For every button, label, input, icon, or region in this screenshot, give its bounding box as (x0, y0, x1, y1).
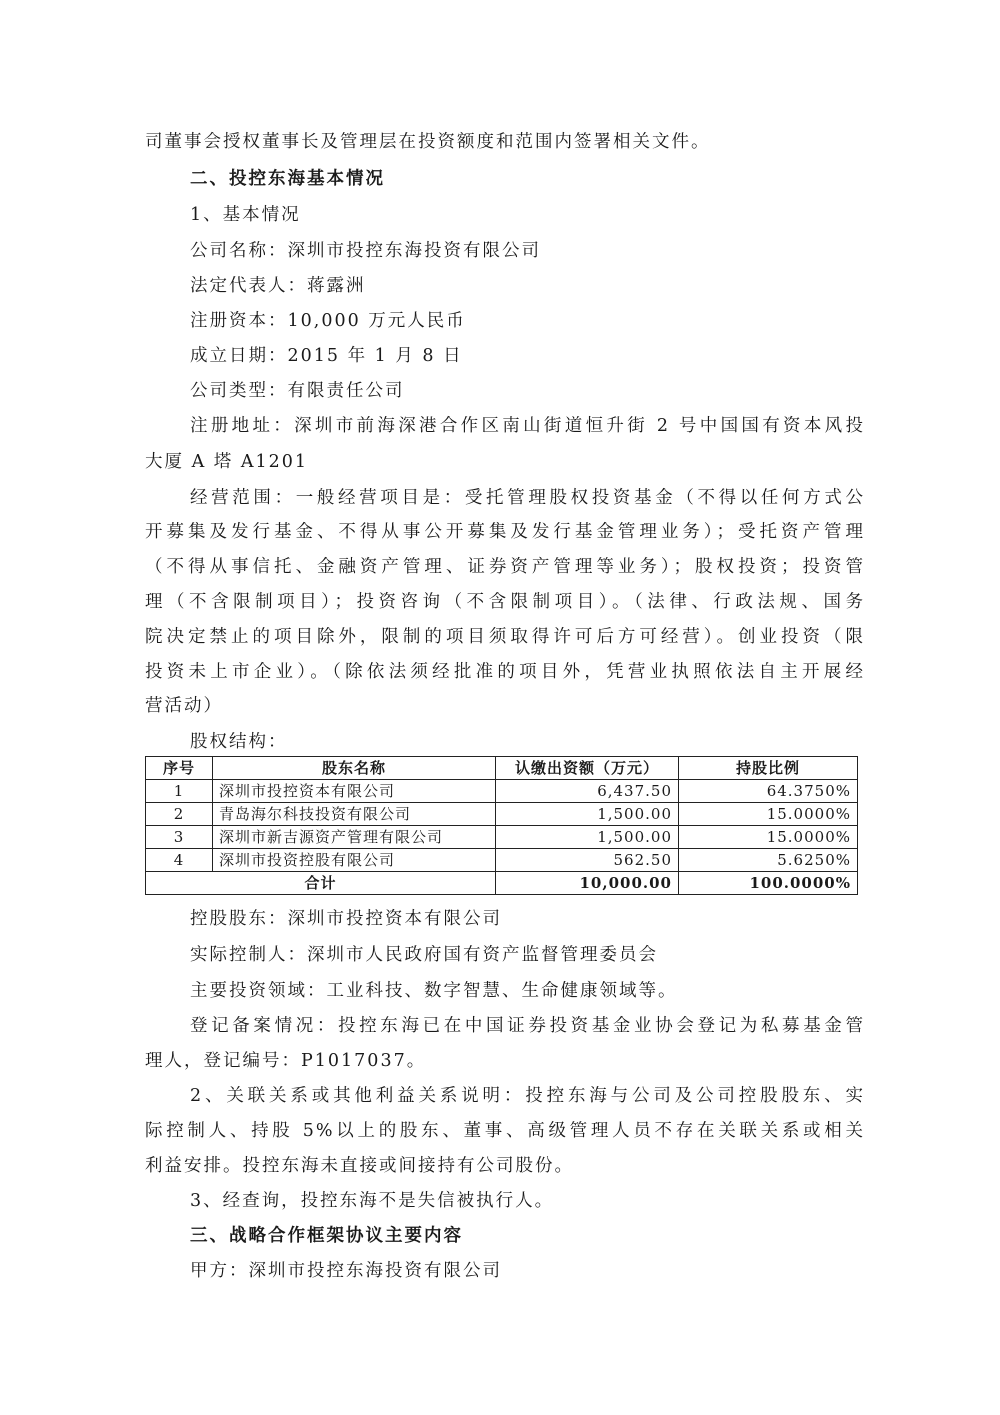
table-row (146, 849, 858, 872)
registration-record-line1: 登记备案情况：投控东海已在中国证券投资基金业协会登记为私募基金管 (190, 1016, 865, 1036)
row-shareholder: 深圳市投资控股有限公司 (213, 849, 496, 872)
relationship-line: 利益安排。投控东海未直接或间接持有公司股份。 (145, 1156, 574, 1176)
row-no: 2 (146, 803, 213, 826)
registered-address-line2: 大厦 A 塔 A1201 (145, 452, 309, 472)
total-label: 合计 (146, 872, 496, 895)
business-scope-line: 经营范围：一般经营项目是：受托管理股权投资基金（不得以任何方式公 (190, 488, 865, 508)
business-scope-line: 开募集及发行基金、不得从事公开募集及发行基金管理业务）；受托资产管理 (145, 522, 865, 542)
row-ratio: 15.0000% (679, 826, 858, 849)
business-scope-line: 理（不含限制项目）；投资咨询（不含限制项目）。（法律、行政法规、国务 (145, 592, 865, 612)
text-line: 司董事会授权董事长及管理层在投资额度和范围内签署相关文件。 (145, 132, 711, 152)
row-ratio: 64.3750% (679, 780, 858, 803)
table-total-row (146, 872, 858, 895)
relationship-line: 际控制人、持股 5%以上的股东、董事、高级管理人员不存在关联关系或相关 (145, 1121, 865, 1141)
header-no: 序号 (146, 757, 213, 780)
row-amount: 1,500.00 (496, 826, 679, 849)
row-shareholder: 深圳市投控资本有限公司 (213, 780, 496, 803)
total-ratio: 100.0000% (679, 872, 858, 895)
registered-capital: 注册资本：10,000 万元人民币 (190, 311, 466, 331)
row-no: 4 (146, 849, 213, 872)
row-amount: 1,500.00 (496, 803, 679, 826)
relationship-line: 2、关联关系或其他利益关系说明：投控东海与公司及公司控股股东、实 (190, 1086, 865, 1106)
total-amount: 10,000.00 (496, 872, 679, 895)
registration-record-line2: 理人，登记编号：P1017037。 (145, 1051, 427, 1071)
equity-structure-title: 股权结构： (190, 732, 288, 752)
row-no: 3 (146, 826, 213, 849)
company-type: 公司类型：有限责任公司 (190, 381, 405, 401)
row-amount: 562.50 (496, 849, 679, 872)
business-scope-line: 院决定禁止的项目除外，限制的项目须取得许可后方可经营）。创业投资（限 (145, 627, 865, 647)
table-row (146, 826, 858, 849)
equity-table (145, 756, 858, 895)
section-heading: 三、战略合作框架协议主要内容 (190, 1226, 463, 1246)
row-shareholder: 青岛海尔科技投资有限公司 (213, 803, 496, 826)
table-header-row (146, 757, 858, 780)
row-no: 1 (146, 780, 213, 803)
company-name: 公司名称：深圳市投控东海投资有限公司 (190, 241, 541, 261)
investment-fields: 主要投资领域：工业科技、数字智慧、生命健康领域等。 (190, 981, 678, 1001)
header-ratio: 持股比例 (679, 757, 858, 780)
business-scope-line: 投资未上市企业）。（除依法须经批准的项目外，凭营业执照依法自主开展经 (145, 662, 865, 682)
registered-address-line1: 注册地址：深圳市前海深港合作区南山街道恒升街 2 号中国国有资本风投 (190, 416, 865, 436)
business-scope-line: （不得从事信托、金融资产管理、证券资产管理等业务）；股权投资；投资管 (145, 557, 865, 577)
table-row (146, 780, 858, 803)
row-ratio: 5.6250% (679, 849, 858, 872)
row-amount: 6,437.50 (496, 780, 679, 803)
header-shareholder: 股东名称 (213, 757, 496, 780)
subsection-heading: 1、基本情况 (190, 205, 301, 225)
row-ratio: 15.0000% (679, 803, 858, 826)
controlling-shareholder: 控股股东：深圳市投控资本有限公司 (190, 909, 502, 929)
section-heading: 二、投控东海基本情况 (190, 169, 385, 189)
inquiry-result: 3、经查询，投控东海不是失信被执行人。 (190, 1191, 555, 1211)
business-scope-line: 营活动） (145, 696, 223, 716)
establishment-date: 成立日期：2015 年 1 月 8 日 (190, 346, 463, 366)
actual-controller: 实际控制人：深圳市人民政府国有资产监督管理委员会 (190, 945, 658, 965)
row-shareholder: 深圳市新吉源资产管理有限公司 (213, 826, 496, 849)
table-row (146, 803, 858, 826)
legal-representative: 法定代表人：蒋露洲 (190, 276, 366, 296)
header-amount: 认缴出资额（万元） (496, 757, 679, 780)
party-a: 甲方：深圳市投控东海投资有限公司 (190, 1261, 502, 1281)
